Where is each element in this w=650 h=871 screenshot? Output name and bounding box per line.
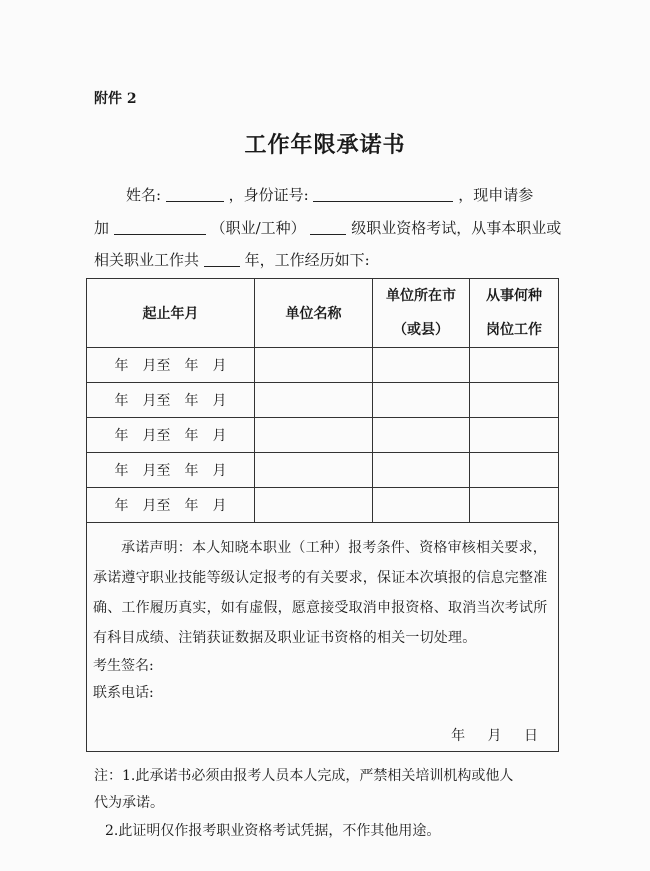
- table-row: [87, 418, 559, 453]
- employer-cell[interactable]: [255, 348, 373, 383]
- apply-label: ，现申请参: [458, 186, 534, 204]
- position-cell[interactable]: [470, 383, 559, 418]
- work-history-table: [86, 278, 559, 752]
- table-row: [87, 348, 559, 383]
- level-label: 级职业资格考试，从事本职业或: [351, 219, 562, 237]
- location-cell[interactable]: [373, 453, 470, 488]
- location-cell[interactable]: [373, 348, 470, 383]
- signature-label: 考生签名:: [93, 658, 154, 674]
- table-row: [87, 453, 559, 488]
- intro-line-1: [126, 184, 533, 205]
- header-position: 从事何种 岗位工作: [470, 279, 559, 348]
- table-row: [87, 383, 559, 418]
- position-cell[interactable]: [470, 488, 559, 523]
- years-blank[interactable]: [204, 252, 240, 267]
- phone-field[interactable]: [93, 680, 552, 707]
- declaration-row: [87, 523, 559, 752]
- period-cell[interactable]: 年 月至 年 月: [87, 488, 255, 523]
- page-title: 工作年限承诺书: [244, 132, 406, 158]
- position-cell[interactable]: [470, 418, 559, 453]
- declaration-text: 承诺声明：本人知晓本职业（工种）报考条件、资格审核相关要求，承诺遵守职业技能等级认定报考的有关要求，保证本次填报的信息完整准确、工作履历真实，如有虚假，愿意接受取消申报资格、取消当次考试所有科目成绩、注销获证数据及职业证书资格的相关一切处理。: [93, 540, 548, 646]
- line3-start: 相关职业工作共: [94, 251, 200, 269]
- location-cell[interactable]: [373, 488, 470, 523]
- name-label: 姓名:: [126, 186, 162, 204]
- period-cell[interactable]: 年 月至 年 月: [87, 383, 255, 418]
- signature-field[interactable]: [93, 653, 552, 680]
- note-line-1: 注：1.此承诺书必须由报考人员本人完成，严禁相关培训机构或他人: [94, 768, 514, 784]
- header-location: 单位所在市 （或县）: [373, 279, 470, 348]
- note-line-3: 2.此证明仅作报考职业资格考试凭据，不作其他用途。: [105, 823, 441, 839]
- period-cell[interactable]: 年 月至 年 月: [87, 453, 255, 488]
- occupation-blank[interactable]: [114, 220, 206, 235]
- level-blank[interactable]: [310, 220, 346, 235]
- employer-cell[interactable]: [255, 418, 373, 453]
- header-period: 起止年月: [87, 279, 255, 348]
- years-label: 年，工作经历如下:: [244, 251, 370, 269]
- attachment-label: 附件 2: [94, 91, 137, 107]
- line2-start: 加: [94, 219, 110, 237]
- intro-line-2: [94, 217, 561, 238]
- position-cell[interactable]: [470, 453, 559, 488]
- period-cell[interactable]: 年 月至 年 月: [87, 348, 255, 383]
- phone-label: 联系电话:: [93, 685, 154, 701]
- note-line-2: 代为承诺。: [94, 795, 164, 811]
- location-cell[interactable]: [373, 418, 470, 453]
- name-blank[interactable]: [166, 187, 224, 202]
- employer-cell[interactable]: [255, 383, 373, 418]
- id-number-blank[interactable]: [313, 187, 453, 202]
- table-row: [87, 488, 559, 523]
- date-field[interactable]: 年 月 日: [451, 728, 538, 744]
- id-label: ，身份证号:: [228, 186, 309, 204]
- employer-cell[interactable]: [255, 488, 373, 523]
- period-cell[interactable]: 年 月至 年 月: [87, 418, 255, 453]
- declaration-cell: [87, 523, 559, 752]
- occupation-label: （职业/工种）: [210, 219, 306, 237]
- location-cell[interactable]: [373, 383, 470, 418]
- table-header-row: [87, 279, 559, 348]
- employer-cell[interactable]: [255, 453, 373, 488]
- position-cell[interactable]: [470, 348, 559, 383]
- intro-line-3: [94, 249, 370, 270]
- header-employer: 单位名称: [255, 279, 373, 348]
